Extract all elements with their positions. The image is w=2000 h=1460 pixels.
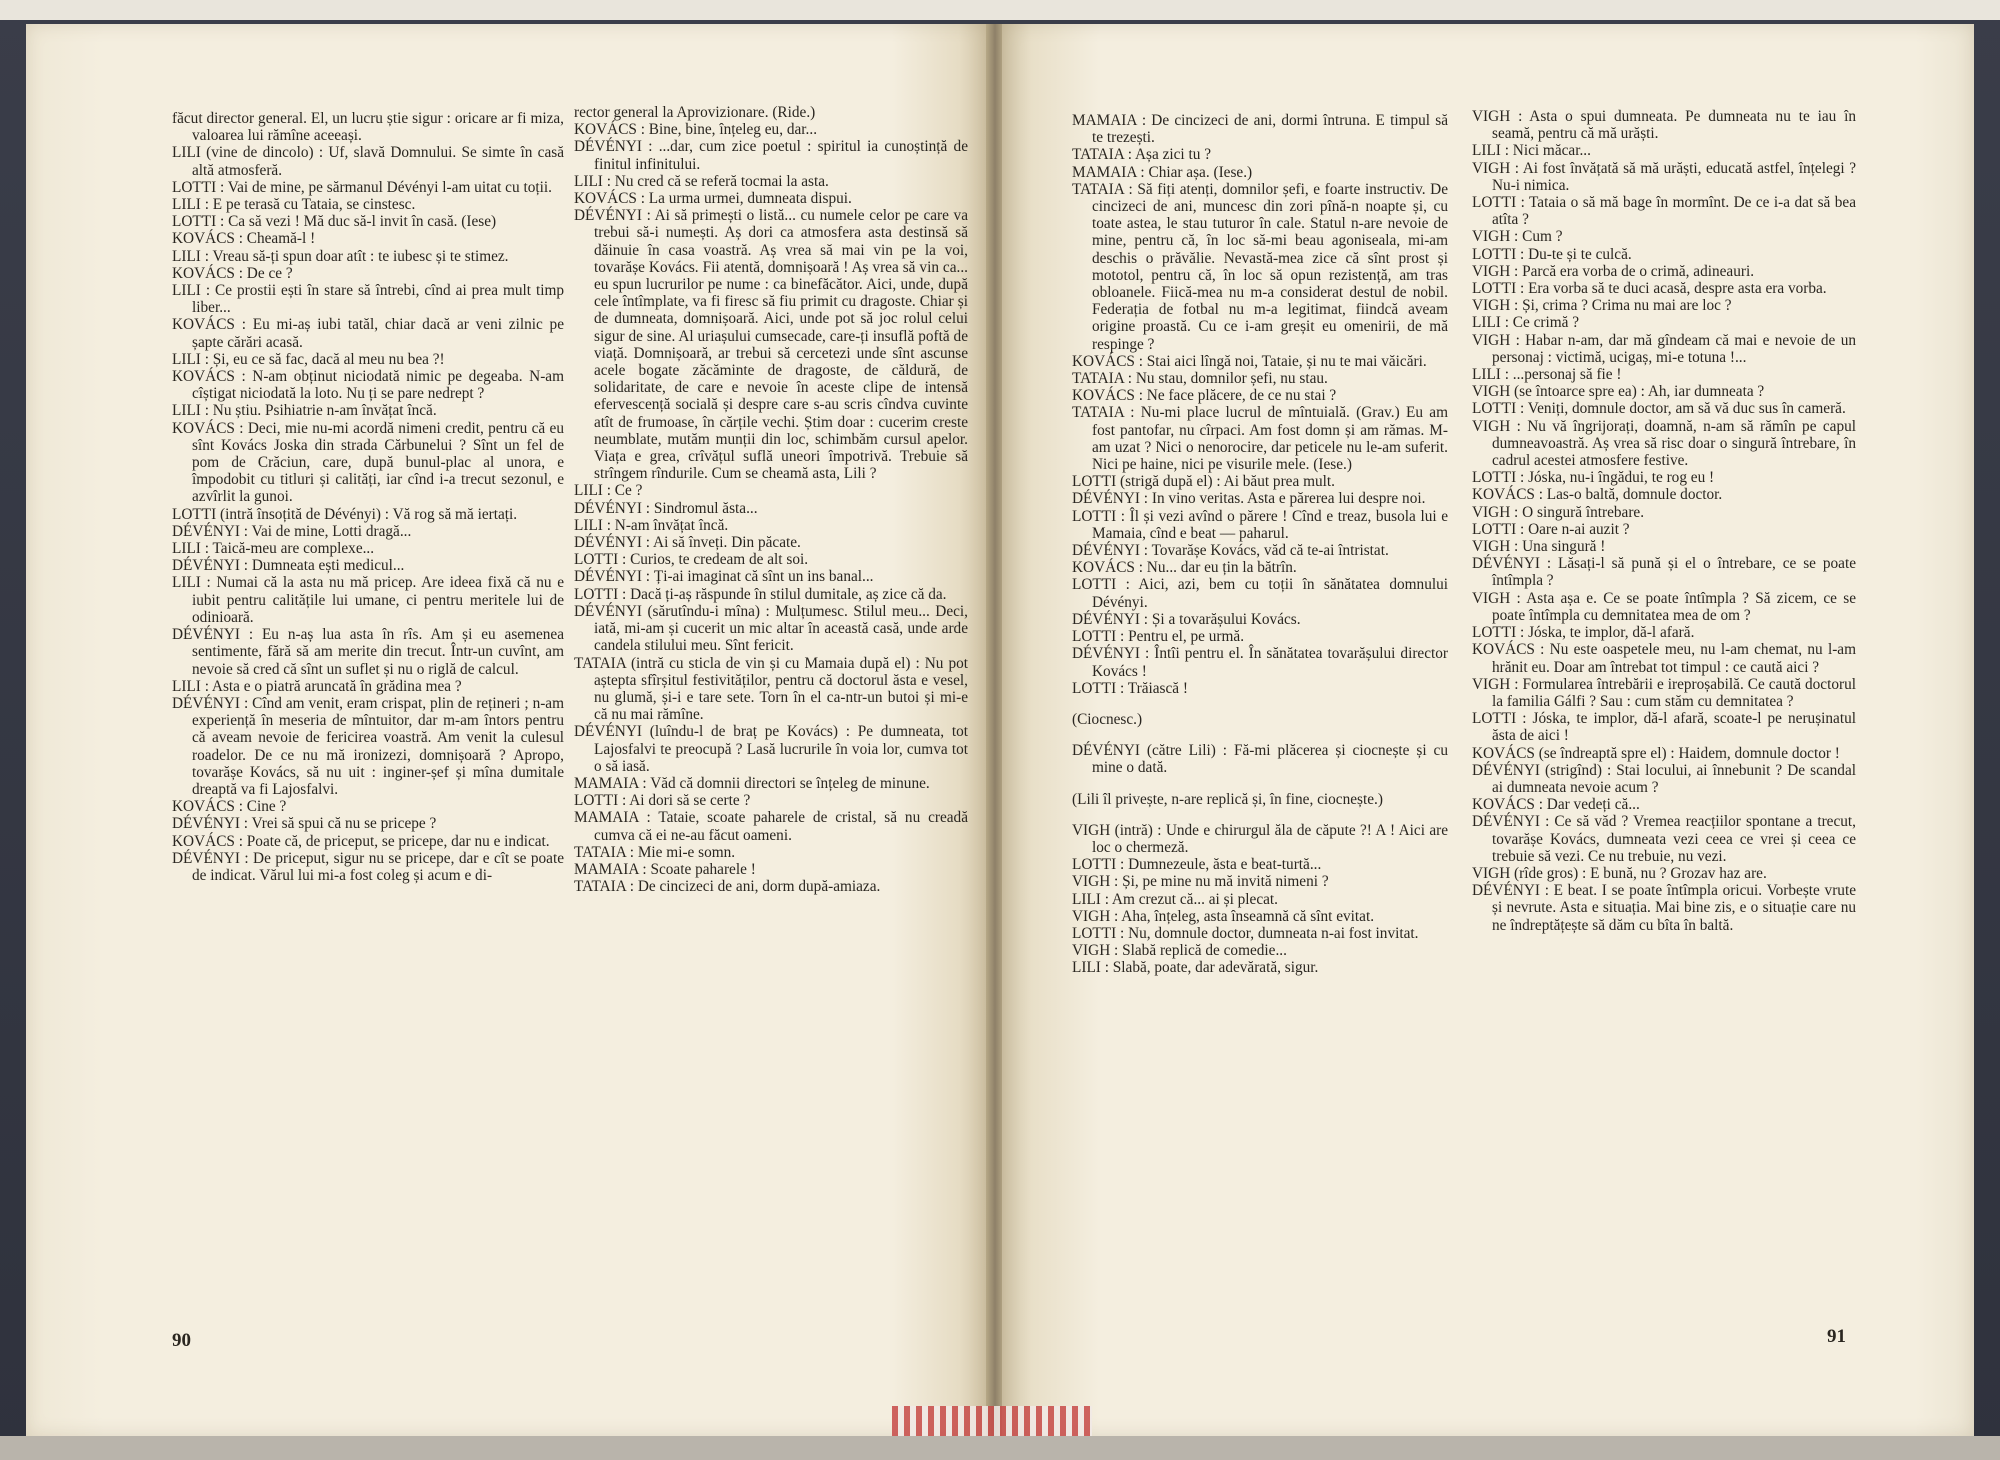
dialogue-line: KOVÁCS : Dar vedeți că... [1472,796,1640,814]
dialogue-line: DÉVÉNYI : Dumneata ești medicul... [172,557,405,575]
dialogue-line: VIGH : Slabă replică de comedie... [1072,942,1287,960]
table-edge-top [0,0,2000,20]
dialogue-line: KOVÁCS : Cine ? [172,798,287,816]
dialogue-line: DÉVÉNYI : In vino veritas. Asta e părerea lui despre noi. [1072,490,1426,508]
dialogue-line: TATAIA : De cincizeci de ani, dorm după-amiaza. [574,878,881,896]
dialogue-line: DÉVÉNYI : E beat. I se poate întîmpla oricui. Vorbește vrute și nevrute. Asta e situația. Mai bine zis, e o situație care nu ne îndreptățește să dăm cu bîta în baltă. [1472,882,1856,934]
dialogue-line: LILI : Asta e o piatră aruncată în grădina mea ? [172,677,462,695]
dialogue-line: DÉVÉNYI : De priceput, sigur nu se pricepe, dar e cît se poate de indicat. Vărul lui mi-a fost coleg și acum e di- [172,849,564,884]
left-page-column-2 [574,104,968,895]
dialogue-line: DÉVÉNYI : Și a tovarășului Kovács. [1072,610,1301,628]
dialogue-line: LOTTI (strigă după el) : Ai băut prea mult. [1072,473,1335,491]
dialogue-line: LILI (vine de dincolo) : Uf, slavă Domnului. Se simte în casă altă atmosferă. [172,144,564,179]
dialogue-line: MAMAIA : Văd că domnii directori se înțeleg de minune. [574,774,930,792]
dialogue-line: LOTTI : Jóska, nu-i îngădui, te rog eu ! [1472,469,1715,487]
dialogue-line: VIGH : O singură întrebare. [1472,503,1645,521]
dialogue-line: LOTTI : Aici, azi, bem cu toții în sănătatea domnului Dévényi. [1072,576,1448,611]
left-page-column-1 [172,110,564,884]
dialogue-line: VIGH : Și, crima ? Crima nu mai are loc ? [1472,297,1732,315]
dialogue-line: VIGH : Parcă era vorba de o crimă, adineauri. [1472,262,1755,280]
right-page [1002,24,1974,1436]
dialogue-line: LOTTI : Veniți, domnule doctor, am să vă duc sus în cameră. [1472,400,1846,418]
dialogue-line: LOTTI : Pentru el, pe urmă. [1072,628,1245,646]
dialogue-line: VIGH (intră) : Unde e chirurgul ăla de căpute ?! A ! Aici are loc o chermeză. [1072,821,1448,856]
dialogue-line: KOVÁCS : Cheamă-l ! [172,230,316,248]
dialogue-line: KOVÁCS : Nu este oaspetele meu, nu l-am chemat, nu l-am hrănit eu. Doar am întrebat tot timpul : ce caută aici ? [1472,641,1856,676]
dialogue-line: TATAIA (intră cu sticla de vin și cu Mamaia după el) : Nu pot aștepta sfîrșitul festivităților, pentru că doctorul ăsta e vesel, nu glumă, și-i e tare sete. Torn în el ca-ntr-un butoi și mi-e că nu mai rămîne. [574,654,968,724]
dialogue-line: KOVÁCS : Ne face plăcere, de ce nu stai ? [1072,387,1337,405]
dialogue-line: DÉVÉNYI : Ce să văd ? Vremea reacțiilor spontane a trecut, tovarășe Kovács, dumneata vezi ceea ce vrei și ceea ce trebuie să vezi. Ce nu trebuie, nu vezi. [1472,813,1856,865]
dialogue-line: LILI : E pe terasă cu Tataia, se cinstesc. [172,196,416,214]
dialogue-line: MAMAIA : Tataie, scoate paharele de cristal, să nu creadă cumva că ei ne-au făcut oameni. [574,809,968,844]
dialogue-line: VIGH : Formularea întrebării e ireproșabilă. Ce caută doctorul la familia Gálfi ? Sau : cum stăm cu demnitatea ? [1472,675,1856,710]
dialogue-line: DÉVÉNYI : Ai să înveți. Din păcate. [574,534,801,552]
dialogue-line: LOTTI : Vai de mine, pe sărmanul Dévényi l-am uitat cu toții. [172,178,552,196]
dialogue-line: LOTTI : Ca să vezi ! Mă duc să-l invit în casă. (Iese) [172,213,497,231]
dialogue-line: LILI : N-am învățat încă. [574,516,729,534]
dialogue-line: LOTTI : Curios, te credeam de alt soi. [574,551,809,569]
dialogue-line: VIGH : Cum ? [1472,228,1563,246]
dialogue-line: TATAIA : Nu-mi place lucrul de mîntuială. (Grav.) Eu am fost pantofar, nu cîrpaci. Am fost domn și am rămas. M-am uzat ? Nici o nenorocire, dar peticele nu le-am suferit. Nici pe haine, nici pe visurile mele. (Iese.) [1072,404,1448,474]
dialogue-line: LILI : Ce crimă ? [1472,314,1580,332]
dialogue-line: LOTTI (intră însoțită de Dévényi) : Vă rog să mă iertați. [172,505,518,523]
dialogue-line: KOVÁCS : Bine, bine, înțeleg eu, dar... [574,121,818,139]
dialogue-line: LILI : Nu cred că se referă tocmai la asta. [574,172,829,190]
dialogue-line: TATAIA : Mie mi-e somn. [574,843,736,861]
dialogue-line: LOTTI : Jóska, te implor, dă-l afară. [1472,624,1695,642]
dialogue-line: LILI : Nici măcar... [1472,142,1591,160]
dialogue-line: (Lili îl privește, n-are replică și, în fine, ciocnește.) [1072,790,1383,808]
dialogue-line: VIGH : Una singură ! [1472,538,1606,556]
dialogue-line: KOVÁCS : Eu mi-aș iubi tatăl, chiar dacă ar veni zilnic pe șapte cărări acasă. [172,316,564,351]
dialogue-line: DÉVÉNYI : Vrei să spui că nu se pricepe ? [172,815,437,833]
dialogue-line: LOTTI : Oare n-ai auzit ? [1472,520,1630,538]
dialogue-line: VIGH : Aha, înțeleg, asta înseamnă că sînt evitat. [1072,907,1375,925]
dialogue-line: MAMAIA : Chiar așa. (Iese.) [1072,163,1253,181]
dialogue-line: VIGH : Habar n-am, dar mă gîndeam că mai e nevoie de un personaj : victimă, ucigaș, mi-e totuna !... [1472,331,1856,366]
dialogue-line: LILI : Am crezut că... ai și plecat. [1072,890,1278,908]
dialogue-line: KOVÁCS : Las-o baltă, domnule doctor. [1472,486,1723,504]
dialogue-line: TATAIA : Să fiți atenți, domnilor șefi, e foarte instructiv. De cincizeci de ani, muncesc din zori pînă-n noapte și, cu toate astea, le stau tuturor în cale. Statul n-are nevoie de mine, pentru că, în loc să-mi beau agoniseala, mi-am deschis o prăvălie. Nevastă-mea zice că sînt prost și mototol, pentru că, în loc să opun rezistență, am tras obloanele. Fiică-mea nu m-a considerat destul de nobil. Federația de fotbal nu m-a legitimat, fiindcă aveam origine proastă. Cu ce i-am greșit eu omenirii, de mă respinge ? [1072,180,1448,353]
dialogue-line: LOTTI : Dumnezeule, ăsta e beat-turtă... [1072,856,1322,874]
dialogue-line: rector general la Aprovizionare. (Ride.) [574,104,816,121]
dialogue-line: DÉVÉNYI : ...dar, cum zice poetul : spiritul ia cunoștință de finitul infinitului. [574,138,968,173]
dialogue-line: LOTTI : Era vorba să te duci acasă, despre asta era vorba. [1472,280,1827,298]
dialogue-line: LILI : Ce ? [574,482,643,500]
dialogue-line: VIGH (rîde gros) : E bună, nu ? Grozav haz are. [1472,864,1767,882]
dialogue-line: făcut director general. El, un lucru știe sigur : oricare ar fi miza, valoarea lui rămîne aceeași. [172,110,564,145]
dialogue-line: LILI : Taică-meu are complexe... [172,540,375,558]
dialogue-line: KOVÁCS : Deci, mie nu-mi acordă nimeni credit, pentru că eu sînt Kovács Joska din strada Cărbunelui ? Sînt un fel de pom de Crăciun, care, după bunul-plac al unora, e împodobit cu titluri și calități, iar cînd i-a trecut sezonul, e azvîrlit la gunoi. [172,419,564,506]
dialogue-line: KOVÁCS : Stai aici lîngă noi, Tataie, și nu te mai văicări. [1072,352,1427,370]
right-page-column-2 [1472,108,1856,934]
page-number-left: 90 [172,1330,191,1351]
dialogue-line: LOTTI : Jóska, te implor, dă-l afară, scoate-l pe nerușinatul ăsta de aici ! [1472,710,1856,745]
dialogue-line: MAMAIA : De cincizeci de ani, dormi întruna. E timpul să te trezești. [1072,112,1448,147]
dialogue-line: LOTTI : Îl și vezi avînd o părere ! Cînd e treaz, busola lui e Mamaia, cînd e beat — paharul. [1072,507,1448,542]
dialogue-line: KOVÁCS : Nu... dar eu țin la bătrîn. [1072,559,1297,577]
dialogue-line: TATAIA : Așa zici tu ? [1072,146,1212,164]
dialogue-line: DÉVÉNYI : Sindromul ăsta... [574,499,758,517]
dialogue-line: VIGH : Ai fost învățată să mă urăști, educată astfel, înțelegi ? Nu-i nimica. [1472,159,1856,194]
dialogue-line: MAMAIA : Scoate paharele ! [574,860,756,878]
dialogue-line: VIGH : Asta așa e. Ce se poate întîmpla ? Să zicem, ce se poate întîmpla cu demnitatea mea de om ? [1472,589,1856,624]
table-edge-bottom [0,1436,2000,1460]
dialogue-line: KOVÁCS : Poate că, de priceput, se pricepe, dar nu e indicat. [172,832,550,850]
dialogue-line: LILI : Vreau să-ți spun doar atît : te iubesc și te stimez. [172,247,509,265]
dialogue-line: KOVÁCS (se îndreaptă spre el) : Haidem, domnule doctor ! [1472,744,1840,762]
dialogue-line: LOTTI : Trăiască ! [1072,679,1188,697]
dialogue-line: DÉVÉNYI : Tovarășe Kovács, văd că te-ai întristat. [1072,542,1389,560]
dialogue-line: LILI : Numai că la asta nu mă pricep. Are ideea fixă că nu e iubit pentru calitățile lui umane, ci pentru meritele lui de odinioară. [172,574,564,626]
dialogue-line: LOTTI : Du-te și te culcă. [1472,245,1632,263]
right-page-column-1 [1072,112,1448,977]
dialogue-line: LILI : Ce prostii ești în stare să întrebi, cînd ai prea mult timp liber... [172,282,564,317]
dialogue-line: LILI : ...personaj să fie ! [1472,366,1622,384]
dialogue-line: DÉVÉNYI : Ai să primești o listă... cu numele celor pe care va trebui să-i numești. Aș dori ca atmosfera asta destinsă să dăinuie în casa voastră. Aș vrea să mai vin pe la voi, tovarășe Kovács. Fii atentă, domnișoară ! Aș vrea să vin ca... eu spun lucrurilor pe nume : ca binefăcător. Aici, unde, după cele întîmplate, va fi firesc să fiu primit cu dragoste. Chiar și de dumneata, domnișoară. Aici, unde pot să joc rolul celui sigur de sine. Al uriașului cumsecade, care-ți insuflă poftă de viață. Domnișoară, ar trebui să cercetezi unde sînt ascunse acele bogate zăcăminte de dragoste, de căldură, de solidaritate, de care e nevoie în aceste clipe de intensă efervescență socială și despre care s-au scris cîndva cuvinte atît de frumoase, în cărțile vechi. Știm doar : cucerim creste neumblate, mutăm munții din loc, schimbăm cursul apelor. Viața e grea, crîvățul suflă uneori împotrivă. Trebuie să strîngem rîndurile. Cum se cheamă asta, Lili ? [574,207,968,483]
page-number-right: 91 [1827,1326,1846,1347]
dialogue-line: LOTTI : Nu, domnule doctor, dumneata n-ai fost invitat. [1072,924,1419,942]
dialogue-line: DÉVÉNYI : Eu n-aș lua asta în rîs. Am și eu asemenea sentimente, fără să am merite din trecut. Într-un cuvînt, am nevoie să cred că sînt un suflet și nu o riglă de calcul. [172,626,564,678]
dialogue-line: VIGH (se întoarce spre ea) : Ah, iar dumneata ? [1472,383,1765,401]
dialogue-line: LILI : Nu știu. Psihiatrie n-am învățat încă. [172,402,437,420]
dialogue-line: VIGH : Asta o spui dumneata. Pe dumneata nu te iau în seamă, pentru că mă urăști. [1472,108,1856,143]
dialogue-line: DÉVÉNYI : Întîi pentru el. În sănătatea tovarășului director Kovács ! [1072,645,1448,680]
dialogue-line: DÉVÉNYI : Lăsați-l să pună și el o întrebare, ce se poate întîmpla ? [1472,555,1856,590]
dialogue-line: DÉVÉNYI : Vai de mine, Lotti dragă... [172,522,412,540]
dialogue-line: DÉVÉNYI : Ți-ai imaginat că sînt un ins banal... [574,568,874,586]
left-page [26,24,988,1436]
dialogue-line: TATAIA : Nu stau, domnilor șefi, nu stau. [1072,370,1328,388]
dialogue-line: KOVÁCS : La urma urmei, dumneata dispui. [574,190,852,208]
dialogue-line: DÉVÉNYI (luîndu-l de braț pe Kovács) : Pe dumneata, tot Lajosfalvi te preocupă ? Lasă lucrurile în voia lor, cumva tot o să iasă. [574,723,968,775]
dialogue-line: KOVÁCS : N-am obținut niciodată nimic pe degeaba. N-am cîștigat niciodată la loto. Nu ți se pare nedrept ? [172,368,564,403]
dialogue-line: LILI : Slabă, poate, dar adevărată, sigur. [1072,959,1319,977]
dialogue-line: (Ciocnesc.) [1072,710,1143,728]
dialogue-line: LOTTI : Ai dori să se certe ? [574,792,751,810]
dialogue-line: LOTTI : Dacă ți-aș răspunde în stilul dumitale, aș zice că da. [574,585,947,603]
dialogue-line: DÉVÉNYI (către Lili) : Fă-mi plăcerea și ciocnește și cu mine o dată. [1072,742,1448,777]
dialogue-line: LILI : Și, eu ce să fac, dacă al meu nu bea ?! [172,350,445,368]
dialogue-line: KOVÁCS : De ce ? [172,264,293,282]
dialogue-line: VIGH : Și, pe mine nu mă invită nimeni ? [1072,873,1329,891]
bookmark-ribbon [892,1406,1092,1436]
dialogue-line: LOTTI : Tataia o să mă bage în mormînt. De ce i-a dat să bea atîta ? [1472,194,1856,229]
dialogue-line: DÉVÉNYI (strigînd) : Stai locului, ai înnebunit ? De scandal ai dumneata nevoie acum ? [1472,761,1856,796]
dialogue-line: DÉVÉNYI (sărutîndu-i mîna) : Mulțumesc. Stilul meu... Deci, iată, mi-am și cucerit un mic altar în această casă, unde arde candela stilului meu. Sînt fericit. [574,602,968,655]
dialogue-line: DÉVÉNYI : Cînd am venit, eram crispat, plin de rețineri ; n-am experiență în meseria de mîntuitor, dar m-am întors pentru că aveam nevoie de fericirea voastră. Am venit la culesul roadelor. De ce nu mă ironizezi, domnișoară ? Apropo, tovarășe Kovács, să nu uit : inginer-șef și mîna dumitale dreaptă va fi Lajosfalvi. [172,694,564,798]
dialogue-line: VIGH : Nu vă îngrijorați, doamnă, n-am să rămîn pe capul dumneavoastră. Aș vrea să risc doar o singură întrebare, în cadrul acestei atmosfere festive. [1472,417,1856,470]
